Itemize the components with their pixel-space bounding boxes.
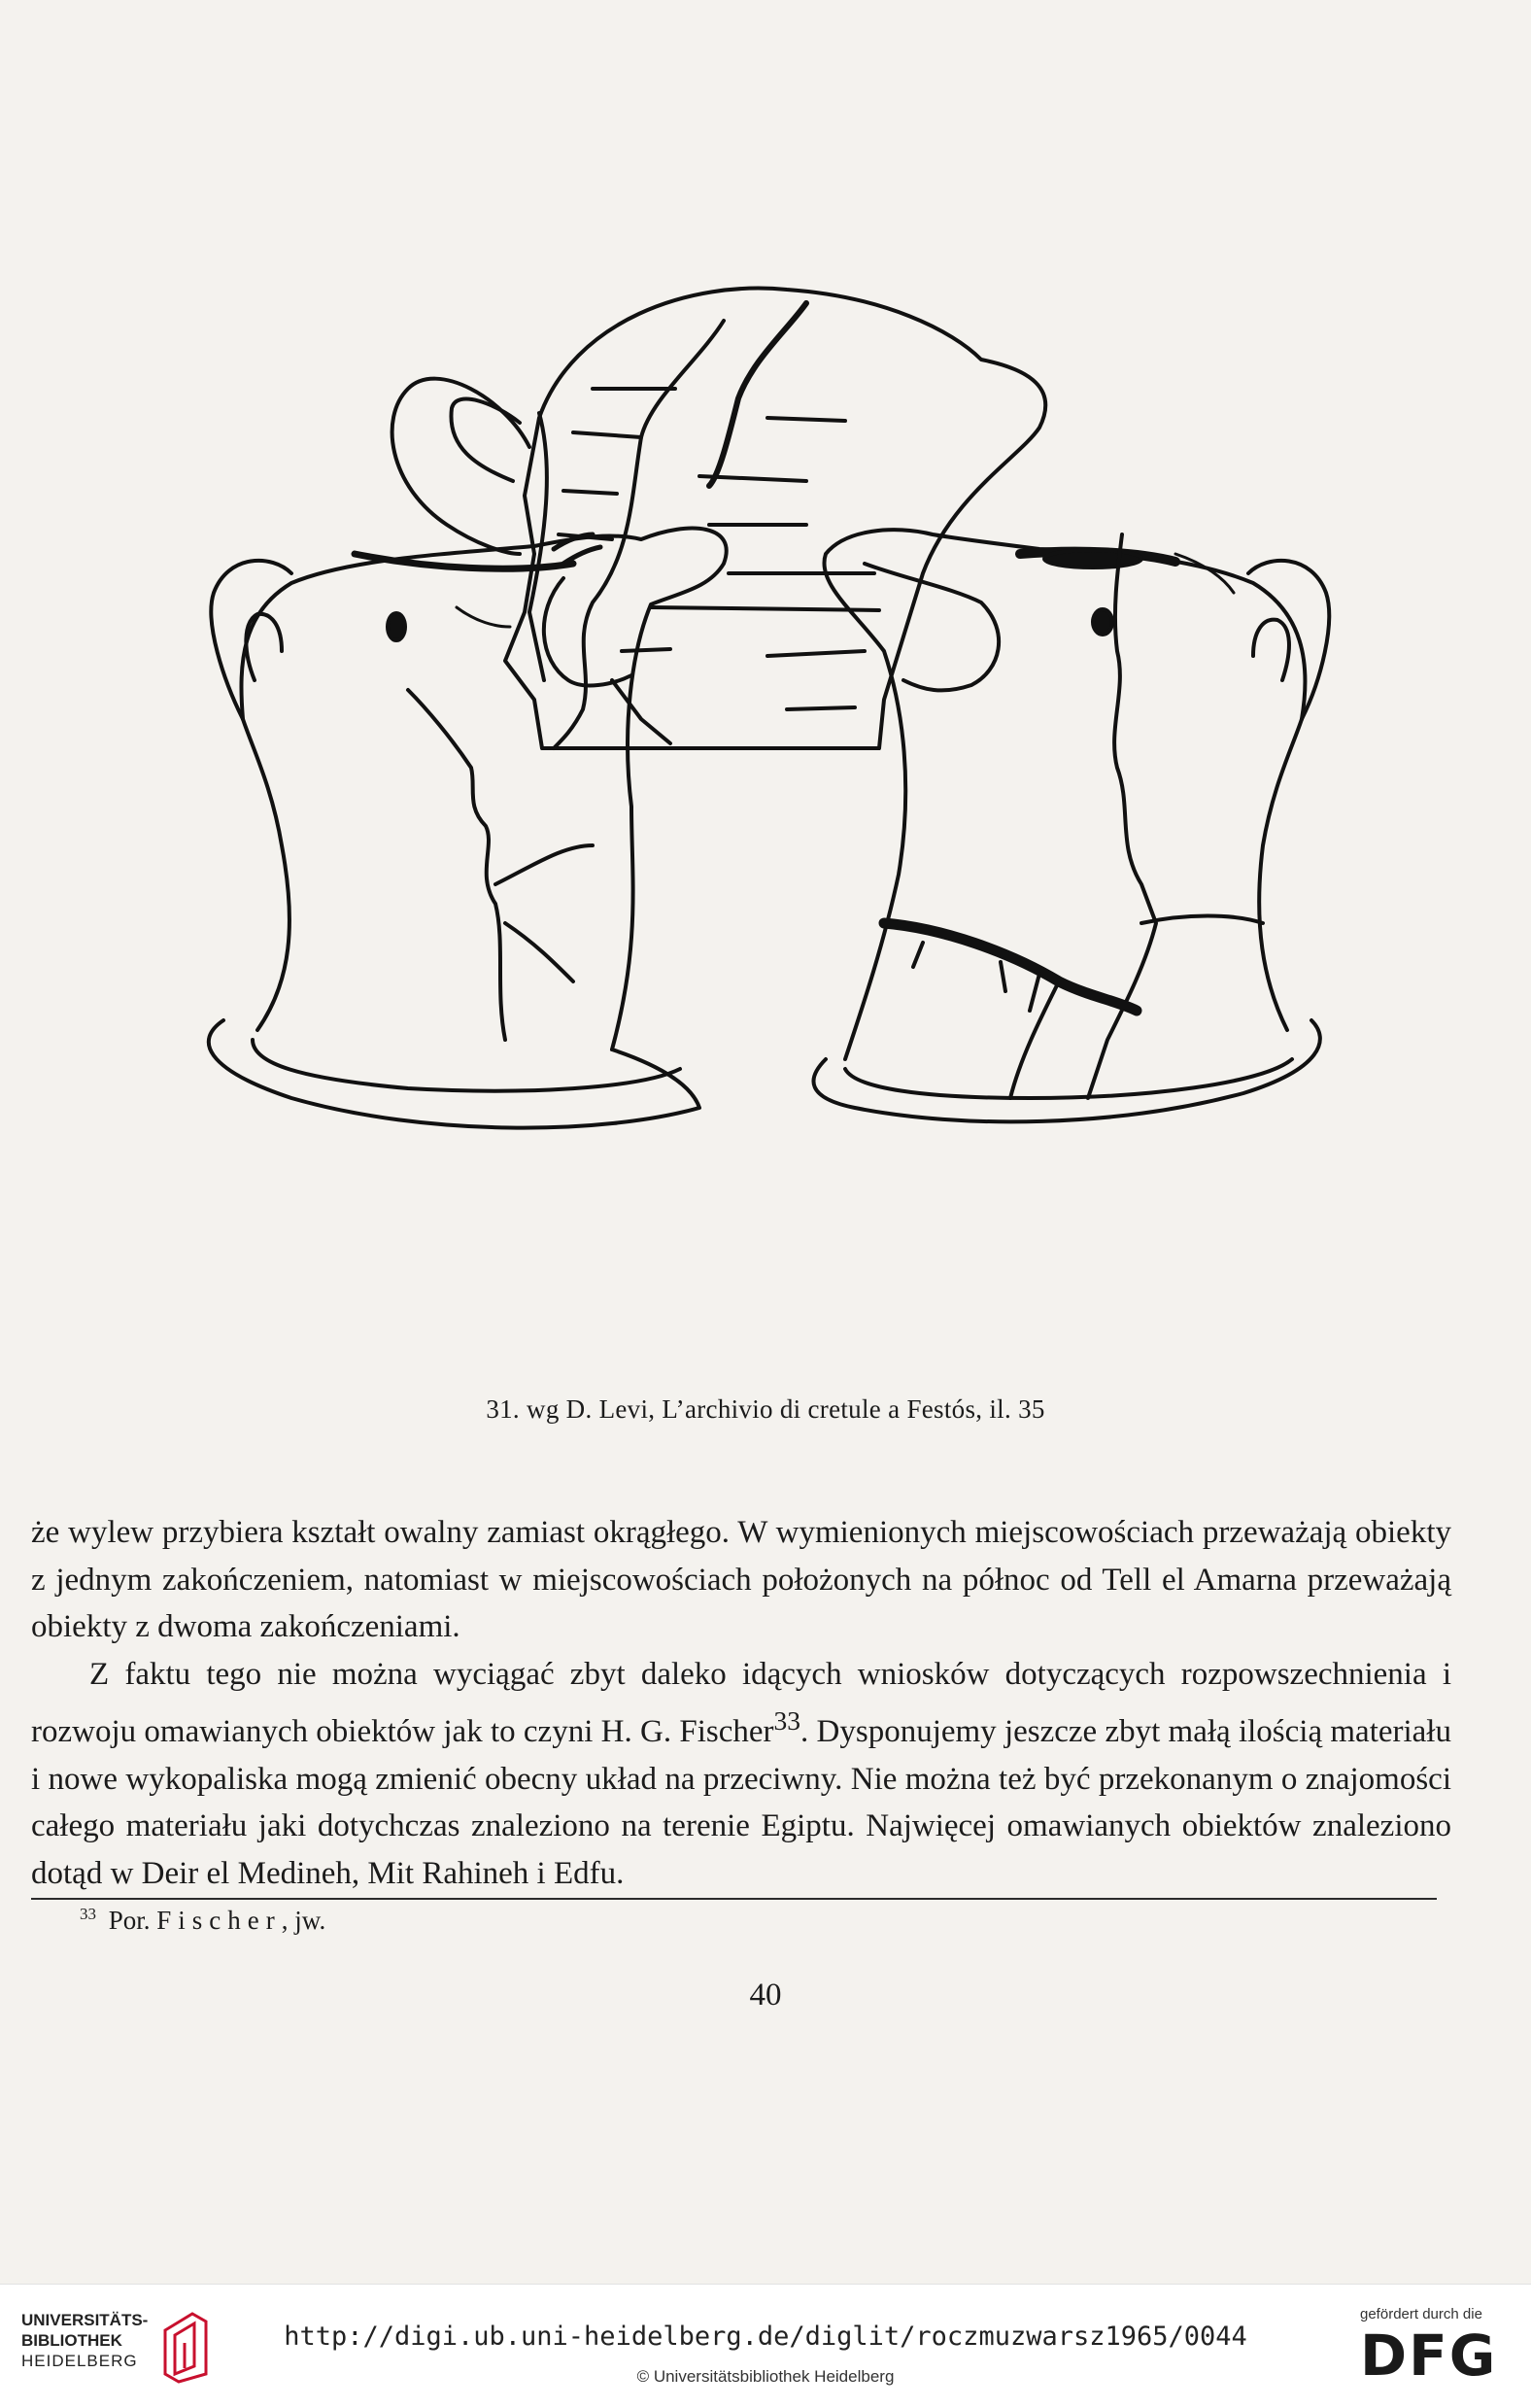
vessel-drawing-left [209,529,727,1128]
library-line-1: UNIVERSITÄTS- [21,2311,149,2329]
paragraph-1: że wylew przybiera kształt owalny zamiast okrągłego. W wymienionych miejscowościach przeważają obiekty z jednym zakończeniem, natomiast w miejscowościach położonych na północ od Tell el Amarna przeważają obiekty z dwoma zakończeniami. [31,1515,1451,1644]
footnote-number: 33 [80,1905,96,1923]
body-text [31,1509,1451,1897]
footer-bar [0,2284,1531,2408]
copyright-notice: © Universitätsbibliothek Heidelberg [636,2367,895,2386]
funding-text: gefördert durch die [1360,2306,1482,2322]
funder-block [1360,2306,1515,2389]
paragraph-2-after: . Dysponujemy jeszcze zbyt małą ilością materiału i nowe wykopaliska mogą zmienić obecny układ na przeciwny. Nie można też być przekonanym o znajomości całego materiału jaki dotychczas znaleziono na terenie Egiptu. Najwięcej omawianych obiektów znaleziono dotąd w Deir el Medineh, Mit Rahineh i Edfu. [31,1714,1451,1891]
footnote-author: Fischer [156,1906,282,1935]
footnote [80,1905,325,1936]
library-line-2: BIBLIOTHEK [21,2331,122,2350]
permalink-url[interactable]: http://digi.ub.uni-heidelberg.de/diglit/roczmuzwarsz1965/0044 [284,2322,1247,2352]
library-line-3: HEIDELBERG [21,2352,138,2370]
footnote-reference: 33 [773,1705,800,1736]
footnote-prefix: Por. [108,1906,151,1935]
vessel-drawing-top [392,289,1046,748]
vessel-drawing-right [814,530,1330,1121]
figure [185,243,1350,1390]
footnote-divider [31,1898,1437,1900]
footnote-suffix: , jw. [281,1906,326,1935]
page-number: 40 [749,1978,782,2012]
dfg-logo[interactable]: DFG [1360,2322,1498,2389]
figure-caption: 31. wg D. Levi, L’archivio di cretule a Festós, il. 35 [486,1394,1045,1424]
paragraph-2-before: Z faktu tego nie można wyciągać zbyt daleko idących wniosków dotyczących rozpowszechnienia i rozwoju omawianych obiektów jak to czyni H. G. Fischer [31,1656,1451,1749]
paragraph-2 [31,1651,1451,1898]
